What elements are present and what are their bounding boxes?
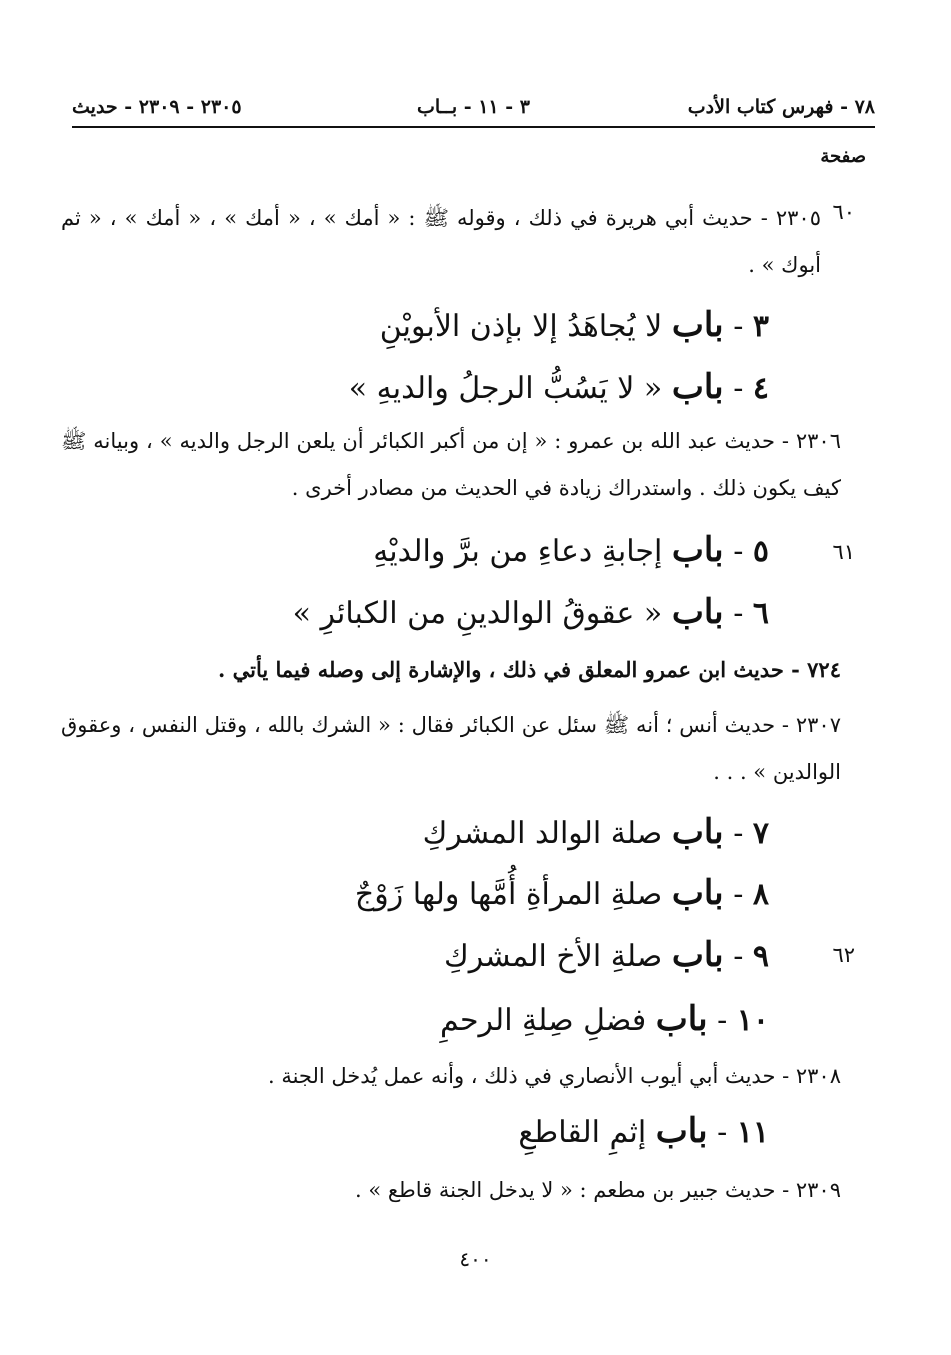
page-number: ٤٠٠ [459, 1247, 492, 1271]
chapter-number: ٨ [752, 877, 769, 912]
chapter-word: باب [655, 999, 708, 1039]
chapter-number: ١١ [736, 1115, 769, 1150]
chapter-heading [423, 812, 769, 854]
chapter-word: باب [671, 873, 724, 913]
chapter-separator: - [723, 534, 753, 569]
chapter-heading [293, 592, 769, 634]
hadith-entry: ٢٣٠٦ - حديث عبد الله بن عمرو : « إن من أكبر الكبائر أن يلعن الرجل والديه » ، وبيانه ﷺ كيف يكون ذلك . واستدراك زيادة في الحديث من مصادر أخرى . [61, 429, 841, 500]
chapter-heading [518, 1111, 769, 1153]
chapter-separator: - [707, 1115, 737, 1150]
chapter-title: لا يُجاهَدُ إلا بإذن الأبويْنِ [379, 309, 672, 344]
chapter-number: ٩ [752, 939, 769, 974]
chapter-separator: - [723, 371, 753, 406]
chapter-word: باب [671, 367, 724, 407]
hadith-entry: ٢٣٠٥ - حديث أبي هريرة في ذلك ، وقوله ﷺ : « أمك » ، « أمك » ، « أمك » ، « ثم أبوك » . [61, 206, 821, 277]
header-rule [72, 126, 875, 128]
hadith-entry: ٢٣٠٩ - حديث جبير بن مطعم : « لا يدخل الجنة قاطع » . [354, 1178, 841, 1202]
chapter-title: صلةِ الأخ المشركِ [444, 939, 672, 974]
chapter-word: باب [655, 1111, 708, 1151]
header-chapter-range: ٣ - ١١ - بــاب [417, 96, 530, 118]
chapter-number: ٣ [752, 309, 769, 344]
chapter-number: ٦ [752, 596, 769, 631]
chapter-word: باب [671, 935, 724, 975]
chapter-heading [440, 999, 769, 1041]
chapter-separator: - [707, 1003, 737, 1038]
chapter-heading [380, 305, 769, 347]
chapter-title: فضلِ صِلةِ الرحمِ [439, 1003, 656, 1038]
chapter-separator: - [723, 877, 753, 912]
hadith-entry: ٢٣٠٧ - حديث أنس ؛ أنه ﷺ سئل عن الكبائر فقال : « الشرك بالله ، وقتل النفس ، وعقوق الوالدين » . . . [61, 713, 841, 784]
chapter-title: صلة الوالد المشركِ [422, 816, 672, 851]
hadith-entry: ٢٣٠٨ - حديث أبي أيوب الأنصاري في ذلك ، وأنه عمل يُدخل الجنة . [267, 1064, 841, 1088]
page-reference: ٦٠ [832, 200, 855, 224]
chapter-title: صلةِ المرأةِ أُمَّها ولها زَوْجٌ [354, 877, 672, 912]
chapter-heading [355, 873, 769, 915]
chapter-heading [349, 367, 769, 409]
chapter-title: « لا يَسُبُّ الرجلُ والديهِ » [348, 371, 672, 406]
header-hadith-range: ٢٣٠٥ - ٢٣٠٩ - حديث [72, 96, 242, 118]
chapter-number: ٤ [752, 371, 769, 406]
chapter-number: ٥ [752, 534, 769, 569]
running-header [72, 96, 875, 124]
chapter-separator: - [723, 309, 753, 344]
chapter-title: إثمِ القاطعِ [518, 1115, 656, 1150]
chapter-title: « عقوقُ الوالدينِ من الكبائرِ » [292, 596, 672, 631]
chapter-number: ٧ [752, 816, 769, 851]
page-reference: ٦١ [832, 540, 855, 564]
chapter-heading [373, 530, 769, 572]
chapter-number: ١٠ [736, 1003, 769, 1038]
hadith-entry: ٧٢٤ - حديث ابن عمرو المعلق في ذلك ، والإشارة إلى وصله فيما يأتي . [217, 657, 841, 682]
page-column-label: صفحة [820, 146, 866, 167]
chapter-separator: - [723, 596, 753, 631]
chapter-word: باب [671, 530, 724, 570]
chapter-heading [444, 935, 769, 977]
chapter-separator: - [723, 939, 753, 974]
chapter-title: إجابةِ دعاءِ من برَّ والديْهِ [373, 534, 672, 569]
header-chapter-title: ٧٨ - فهرس كتاب الأدب [687, 96, 875, 118]
chapter-word: باب [671, 305, 724, 345]
chapter-word: باب [671, 592, 724, 632]
page-reference: ٦٢ [832, 943, 855, 967]
chapter-word: باب [671, 812, 724, 852]
chapter-separator: - [723, 816, 753, 851]
